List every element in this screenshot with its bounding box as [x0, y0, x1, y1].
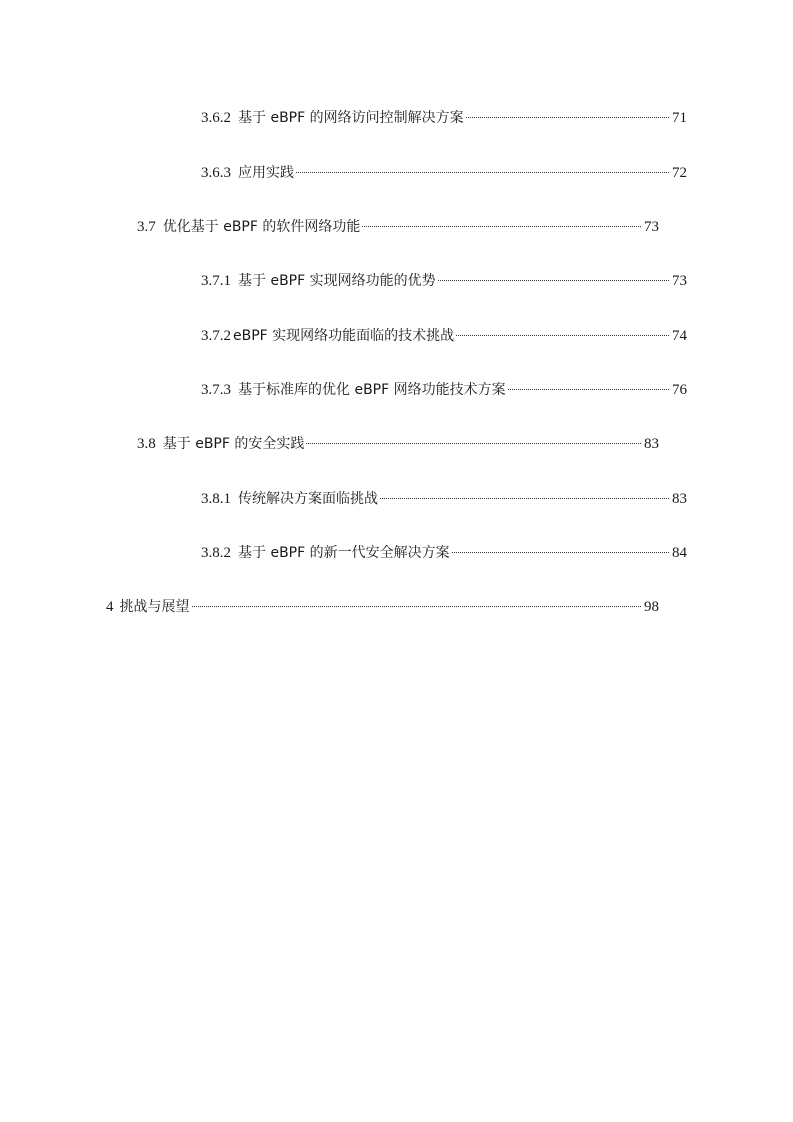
toc-entry-3-6-3[interactable] — [201, 162, 687, 184]
toc-number: 3.7 — [137, 219, 156, 235]
dot-leader — [452, 552, 669, 553]
toc-page-number: 83 — [672, 491, 687, 507]
toc-page-number: 83 — [644, 436, 659, 452]
toc-page-number: 71 — [672, 110, 687, 126]
toc-page-number: 84 — [672, 545, 687, 561]
toc-entry-3-7[interactable] — [137, 216, 659, 238]
toc-number: 3.8.1 — [201, 491, 231, 507]
dot-leader — [362, 226, 641, 227]
toc-number: 3.7.3 — [201, 382, 231, 398]
toc-title: 优化基于 eBPF 的软件网络功能 — [162, 219, 361, 235]
toc-entry-3-8[interactable] — [137, 433, 659, 455]
toc-entry-3-7-3[interactable] — [201, 379, 687, 401]
toc-number: 3.6.3 — [201, 165, 231, 181]
toc-page-number: 73 — [644, 219, 659, 235]
dot-leader — [192, 606, 642, 607]
toc-page-number: 74 — [672, 328, 687, 344]
toc-entry-4[interactable] — [106, 596, 659, 618]
toc-title: 基于 eBPF 的新一代安全解决方案 — [238, 545, 450, 561]
toc-page-number: 98 — [644, 599, 659, 615]
toc-number: 3.6.2 — [201, 110, 231, 126]
toc-title: 基于标准库的优化 eBPF 网络功能技术方案 — [238, 382, 506, 398]
dot-leader — [296, 172, 669, 173]
dot-leader — [438, 280, 669, 281]
dot-leader — [508, 389, 669, 390]
toc-page-number: 73 — [672, 273, 687, 289]
toc-title: 传统解决方案面临挑战 — [238, 491, 378, 507]
dot-leader — [306, 443, 641, 444]
toc-number: 4 — [106, 599, 114, 615]
toc-entry-3-8-1[interactable] — [201, 488, 687, 510]
toc-title: 基于 eBPF 的网络访问控制解决方案 — [238, 110, 464, 126]
toc-entry-3-6-2[interactable] — [201, 107, 687, 129]
toc-page-number: 76 — [672, 382, 687, 398]
toc-page-number: 72 — [672, 165, 687, 181]
dot-leader — [380, 498, 669, 499]
toc-entry-3-8-2[interactable] — [201, 542, 687, 564]
toc-title: 基于 eBPF 的安全实践 — [162, 436, 305, 452]
toc-number: 3.7.1 — [201, 273, 231, 289]
toc-number: 3.7.2 — [201, 328, 231, 344]
dot-leader — [456, 335, 669, 336]
toc-title: 挑战与展望 — [119, 599, 190, 615]
toc-title: 基于 eBPF 实现网络功能的优势 — [238, 273, 436, 289]
dot-leader — [466, 117, 669, 118]
toc-entry-3-7-2[interactable] — [201, 325, 687, 347]
toc-number: 3.8 — [137, 436, 156, 452]
toc-number: 3.8.2 — [201, 545, 231, 561]
toc-title: 应用实践 — [238, 165, 294, 181]
toc-title: eBPF 实现网络功能面临的技术挑战 — [233, 328, 455, 344]
toc-entry-3-7-1[interactable] — [201, 270, 687, 292]
